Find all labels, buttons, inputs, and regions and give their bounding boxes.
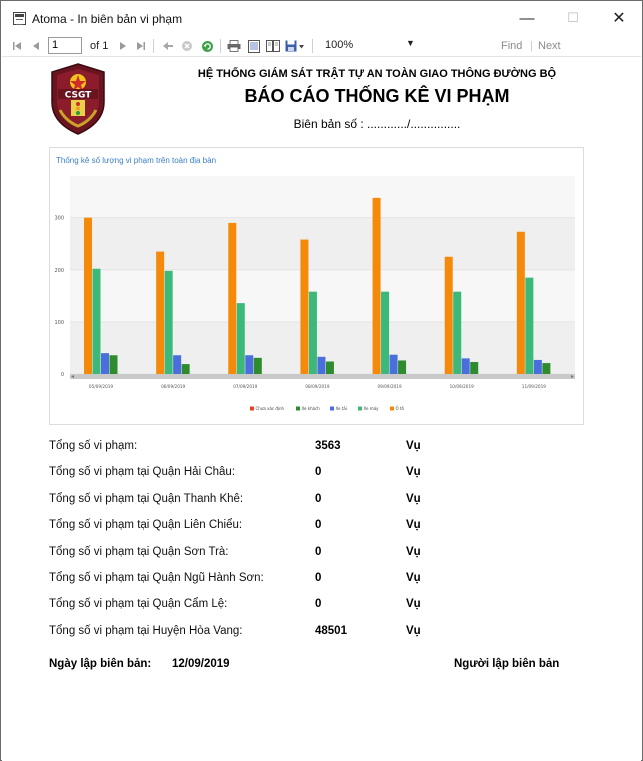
legend-label: Xe khách xyxy=(301,406,320,411)
stat-unit: Vụ xyxy=(406,493,421,505)
grid-band xyxy=(70,218,575,270)
bar-xe-tải xyxy=(245,355,253,374)
stat-value: 0 xyxy=(315,519,322,531)
maximize-button[interactable]: ☐ xyxy=(567,10,579,25)
y-tick-label: 300 xyxy=(54,215,64,222)
stat-value: 0 xyxy=(315,466,322,478)
y-tick-label: 200 xyxy=(54,267,64,274)
report-title: BÁO CÁO THỐNG KÊ VI PHẠM xyxy=(244,86,510,106)
police-badge-logo xyxy=(48,62,108,136)
date-value: 12/09/2019 xyxy=(172,658,230,670)
bar-xe-khách xyxy=(110,355,118,374)
bar-xe-máy xyxy=(93,269,101,374)
stat-label: Tổng số vi phạm tại Huyện Hòa Vang: xyxy=(49,625,243,637)
bar-xe-khách xyxy=(182,364,190,374)
chevron-down-icon[interactable]: ▼ xyxy=(406,38,415,48)
stat-unit: Vụ xyxy=(406,625,421,637)
legend-swatch xyxy=(390,407,394,411)
stat-label: Tổng số vi phạm tại Quận Sơn Trà: xyxy=(49,546,229,558)
bar-xe-khách xyxy=(542,363,550,374)
stat-unit: Vụ xyxy=(406,519,421,531)
chart-title: Thống kê số lượng vi phạm trên toàn địa bàn xyxy=(56,156,217,165)
page-number-input[interactable]: 1 xyxy=(48,37,82,54)
next-link[interactable]: Next xyxy=(538,40,561,52)
stat-label: Tổng số vi phạm tại Quận Cẩm Lệ: xyxy=(49,598,228,610)
x-tick-label: 05/09/2019 xyxy=(88,384,114,389)
back-icon[interactable] xyxy=(161,38,175,54)
legend-label: Xe máy xyxy=(363,406,379,411)
bar-xe-máy xyxy=(237,303,245,374)
date-label: Ngày lập biên bản: xyxy=(49,658,152,670)
violation-chart xyxy=(49,147,584,425)
bar-ô-tô xyxy=(228,223,236,374)
legend-label: Xe tải xyxy=(335,406,347,411)
page-setup-icon[interactable] xyxy=(265,38,281,54)
stat-label: Tổng số vi phạm: xyxy=(49,440,138,452)
x-tick-label: 09/09/2019 xyxy=(377,384,402,389)
stat-value: 0 xyxy=(315,572,322,584)
bar-xe-tải xyxy=(390,355,398,374)
bar-xe-khách xyxy=(470,362,478,374)
export-icon[interactable] xyxy=(284,38,306,54)
title-bar xyxy=(1,1,642,35)
bar-ô-tô xyxy=(445,257,453,374)
bar-xe-tải xyxy=(462,358,470,374)
stat-label: Tổng số vi phạm tại Quận Liên Chiểu: xyxy=(49,519,243,531)
legend-swatch xyxy=(358,407,362,411)
stat-unit: Vụ xyxy=(406,572,421,584)
bar-ô-tô xyxy=(373,198,381,374)
toolbar-separator xyxy=(153,39,154,53)
report-page xyxy=(2,58,641,761)
bar-xe-máy xyxy=(381,292,389,374)
x-tick-label: 10/09/2019 xyxy=(449,384,474,389)
bar-xe-máy xyxy=(525,278,533,374)
bar-xe-khách xyxy=(398,360,406,374)
legend-swatch xyxy=(296,407,300,411)
stat-value: 3563 xyxy=(315,440,341,452)
legend-label: Chưa xác định xyxy=(255,406,285,411)
toolbar-separator xyxy=(312,39,313,53)
stat-value: 0 xyxy=(315,546,322,558)
stat-value: 0 xyxy=(315,598,322,610)
find-separator: | xyxy=(530,40,533,52)
zoom-select[interactable]: 100% xyxy=(325,39,354,51)
report-system-name: HỆ THỐNG GIÁM SÁT TRẬT TỰ AN TOÀN GIAO THÔNG ĐƯỜNG BỘ xyxy=(197,68,557,80)
print-layout-icon[interactable] xyxy=(246,38,262,54)
toolbar-separator xyxy=(220,39,221,53)
stat-unit: Vụ xyxy=(406,546,421,558)
print-icon[interactable] xyxy=(226,38,242,54)
y-tick-label: 0 xyxy=(60,372,64,378)
page-count-label: of 1 xyxy=(90,40,109,52)
creator-label: Người lập biên bản xyxy=(454,658,560,670)
bar-xe-máy xyxy=(453,292,461,374)
x-tick-label: 07/09/2019 xyxy=(233,384,258,389)
x-tick-label: 06/09/2019 xyxy=(161,384,186,389)
record-number: Biên bản số : ............/............... xyxy=(293,117,461,131)
prev-page-icon[interactable] xyxy=(30,38,42,54)
x-axis-bar xyxy=(70,374,575,379)
bar-xe-tải xyxy=(173,355,181,374)
y-tick-label: 100 xyxy=(54,319,64,326)
last-page-icon[interactable] xyxy=(135,38,147,54)
next-page-icon[interactable] xyxy=(117,38,129,54)
minimize-button[interactable]: — xyxy=(519,9,535,27)
app-icon xyxy=(13,12,26,25)
stop-icon[interactable] xyxy=(180,38,194,54)
legend-label: Ô tô xyxy=(395,406,404,411)
window-title: Atoma - In biên bản vi phạm xyxy=(32,12,183,26)
legend-swatch xyxy=(250,407,254,411)
bar-xe-máy xyxy=(309,292,317,374)
find-link[interactable]: Find xyxy=(501,40,523,52)
stat-value: 48501 xyxy=(315,625,347,637)
bar-ô-tô xyxy=(156,252,164,374)
close-button[interactable]: ✕ xyxy=(612,10,626,27)
bar-xe-khách xyxy=(254,358,262,374)
stat-value: 0 xyxy=(315,493,322,505)
stat-label: Tổng số vi phạm tại Quận Hải Châu: xyxy=(49,466,236,478)
x-tick-label: 08/09/2019 xyxy=(305,384,330,389)
bar-ô-tô xyxy=(84,218,92,374)
stat-label: Tổng số vi phạm tại Quận Thanh Khê: xyxy=(49,493,244,505)
stat-unit: Vụ xyxy=(406,466,421,478)
first-page-icon[interactable] xyxy=(11,38,23,54)
chart-canvas xyxy=(50,148,583,424)
stat-unit: Vụ xyxy=(406,440,421,452)
bar-ô-tô xyxy=(517,232,525,374)
bar-ô-tô xyxy=(300,240,308,374)
refresh-icon[interactable] xyxy=(200,38,214,54)
bar-xe-khách xyxy=(326,361,334,374)
stat-unit: Vụ xyxy=(406,598,421,610)
logo-text: CSGT xyxy=(64,90,92,101)
bar-xe-tải xyxy=(317,357,325,374)
report-toolbar xyxy=(2,35,641,57)
x-tick-label: 11/09/2019 xyxy=(521,384,546,389)
stat-label: Tổng số vi phạm tại Quận Ngũ Hành Sơn: xyxy=(49,572,264,584)
bar-xe-tải xyxy=(101,353,109,374)
bar-xe-máy xyxy=(165,271,173,374)
bar-xe-tải xyxy=(534,360,542,374)
legend-swatch xyxy=(330,407,334,411)
